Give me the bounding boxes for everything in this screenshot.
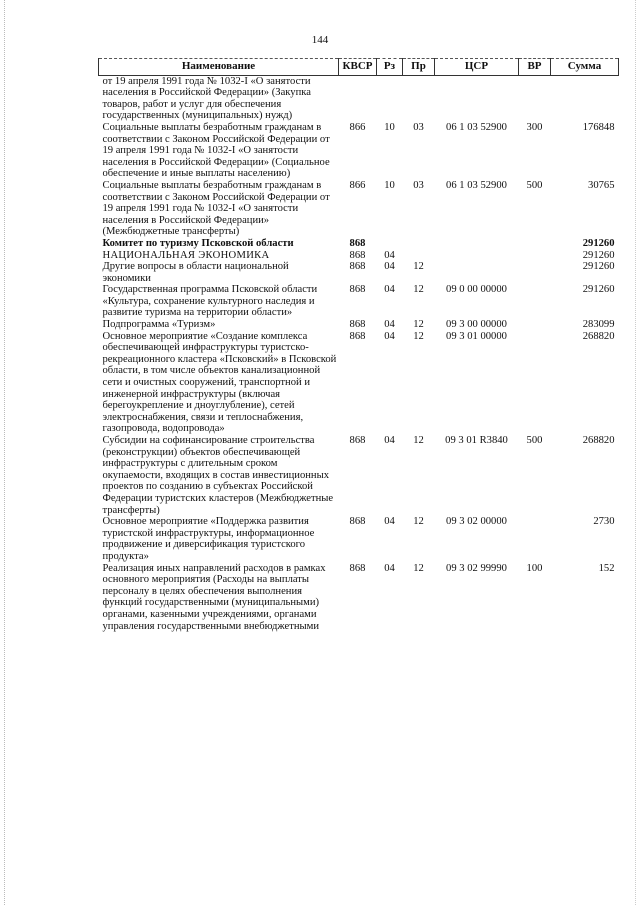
row-name: Комитет по туризму Псковской области	[102, 237, 294, 249]
row-rz	[377, 238, 403, 250]
row-pr	[403, 75, 435, 122]
table-row	[99, 75, 619, 122]
row-name: Подпрограмма «Туризм»	[102, 319, 216, 331]
row-pr: 12	[413, 261, 424, 273]
header-kvsr: КВСР	[339, 59, 377, 76]
row-kvsr: 868	[349, 562, 366, 574]
row-csr: 09 0 00 00000	[446, 284, 507, 296]
row-name: Другие вопросы в области национальной экономики	[102, 261, 289, 284]
row-rz: 10	[384, 121, 395, 133]
row-kvsr: 868	[349, 237, 366, 249]
row-sum: 2730	[593, 516, 615, 528]
row-csr: 09 3 02 99990	[446, 562, 507, 574]
row-vr: 100	[526, 562, 543, 574]
scan-edge-right	[635, 0, 637, 905]
table-row	[99, 261, 619, 284]
row-rz: 04	[384, 249, 395, 261]
row-vr	[519, 261, 551, 284]
row-pr: 03	[413, 121, 424, 133]
row-csr: 09 3 01 R3840	[445, 435, 508, 446]
row-sum: 291260	[582, 261, 615, 273]
row-rz: 04	[384, 562, 395, 574]
row-kvsr: 868	[349, 319, 366, 331]
row-vr	[519, 75, 551, 122]
row-pr: 12	[413, 284, 424, 296]
table-row	[99, 122, 619, 180]
table-row	[99, 331, 619, 435]
row-pr	[403, 250, 435, 262]
row-rz: 10	[384, 179, 395, 191]
row-csr	[435, 261, 519, 284]
row-sum: 291260	[582, 284, 615, 296]
row-rz: 04	[384, 261, 395, 273]
row-kvsr	[339, 75, 377, 122]
row-rz: 04	[384, 516, 395, 528]
row-name: Государственная программа Псковской области «Культура, сохранение культурного наследия и развитие туризма на территории области»	[102, 284, 318, 319]
row-name: Социальные выплаты безработным гражданам в соответствии с Законом Российской Федерации от 19 апреля 1991 года № 1032-I «О занятости населения в Российской Федерации» (Межбюджетные трансферты)	[102, 179, 330, 238]
row-kvsr: 866	[349, 179, 366, 191]
table-row	[99, 284, 619, 319]
row-pr: 12	[413, 562, 424, 574]
row-csr: 06 1 03 52900	[446, 121, 507, 133]
row-pr: 12	[413, 435, 424, 446]
header-rz: Рз	[377, 59, 403, 76]
row-kvsr: 868	[349, 249, 366, 261]
row-sum: 283099	[582, 319, 615, 331]
row-name: Реализация иных направлений расходов в рамках основного мероприятия (Расходы на выплаты персоналу в целях обеспечения выполнения функций государственными (муниципальными) органами, казенными учреждениями, органами управления государственными внебюджетными	[102, 562, 326, 632]
budget-table	[98, 58, 619, 632]
row-vr	[519, 284, 551, 319]
row-csr: 09 3 01 00000	[446, 330, 507, 342]
row-csr: 09 3 02 00000	[446, 516, 507, 528]
row-name: от 19 апреля 1991 года № 1032-I «О занятости населения в Российской Федерации» (Закупка товаров, работ и услуг для обеспечения государственных (муниципальных) нужд)	[102, 75, 311, 122]
row-csr	[435, 250, 519, 262]
row-csr: 09 3 00 00000	[446, 319, 507, 331]
table-row	[99, 319, 619, 331]
row-vr: 500	[526, 435, 543, 446]
row-name: НАЦИОНАЛЬНАЯ ЭКОНОМИКА	[102, 249, 270, 261]
row-vr	[519, 516, 551, 562]
row-rz: 04	[384, 330, 395, 342]
row-pr	[403, 238, 435, 250]
row-pr: 12	[413, 319, 424, 331]
row-sum: 291260	[582, 249, 615, 261]
row-sum: 291260	[582, 237, 615, 249]
row-vr	[519, 238, 551, 250]
header-name: Наименование	[99, 59, 339, 76]
row-sum: 30765	[588, 179, 615, 191]
row-name: Основное мероприятие «Создание комплекса обеспечивающей инфраструктуры туристско-рекреационного кластера «Псковский» в Псковской области, в том числе объектов канализационной сети и очистных сооружений, транспортной и инженерной инфраструктуры (включая берегоукрепление и дноуглубление), сетей электроснабжения, связи и теплоснабжения, газопровода, водопровода»	[102, 330, 337, 435]
row-kvsr: 868	[349, 435, 366, 446]
row-sum	[551, 75, 619, 122]
row-rz: 04	[384, 319, 395, 331]
row-vr: 300	[526, 121, 543, 133]
row-vr	[519, 319, 551, 331]
row-kvsr: 868	[349, 284, 366, 296]
table-header-row	[99, 59, 619, 76]
row-sum: 152	[598, 562, 615, 574]
row-rz	[377, 75, 403, 122]
row-csr	[435, 238, 519, 250]
row-name: Основное мероприятие «Поддержка развития туристской инфраструктуры, информационное продвижение и диверсификация туристского продукта»	[102, 516, 315, 562]
row-rz: 04	[384, 435, 395, 446]
header-vr: ВР	[519, 59, 551, 76]
row-pr: 03	[413, 179, 424, 191]
header-sum: Сумма	[551, 59, 619, 76]
row-vr	[519, 331, 551, 435]
table-row	[99, 516, 619, 562]
row-vr: 500	[526, 179, 543, 191]
scan-edge-left	[4, 0, 6, 905]
table-row	[99, 563, 619, 633]
row-pr: 12	[413, 516, 424, 528]
row-sum: 268820	[582, 435, 615, 446]
row-pr: 12	[413, 330, 424, 342]
page-number: 144	[311, 34, 329, 46]
row-csr	[435, 75, 519, 122]
table-row	[99, 180, 619, 238]
header-pr: Пр	[403, 59, 435, 76]
row-rz: 04	[384, 284, 395, 296]
row-kvsr: 868	[349, 261, 366, 273]
row-sum: 268820	[582, 330, 615, 342]
row-csr: 06 1 03 52900	[446, 179, 507, 191]
table-row	[99, 238, 619, 250]
row-sum: 176848	[582, 121, 615, 133]
row-kvsr: 866	[349, 121, 366, 133]
row-vr	[519, 250, 551, 262]
row-name: Социальные выплаты безработным гражданам в соответствии с Законом Российской Федерации от 19 апреля 1991 года № 1032-I «О занятости населения в Российской Федерации» (Социальное обеспечение и иные выплаты населению)	[102, 121, 330, 180]
header-csr: ЦСР	[435, 59, 519, 76]
table-row	[99, 250, 619, 262]
row-kvsr: 868	[349, 330, 366, 342]
row-kvsr: 868	[349, 516, 366, 528]
table-row	[99, 435, 619, 516]
row-name: Субсидии на софинансирование строительства (реконструкции) объектов обеспечивающей инфраструктуры с длительным сроком окупаемости, входящих в состав инвестиционных проектов по созданию в субъектах Российской Федерации туристских кластеров (Межбюджетные трансферты)	[102, 435, 334, 516]
